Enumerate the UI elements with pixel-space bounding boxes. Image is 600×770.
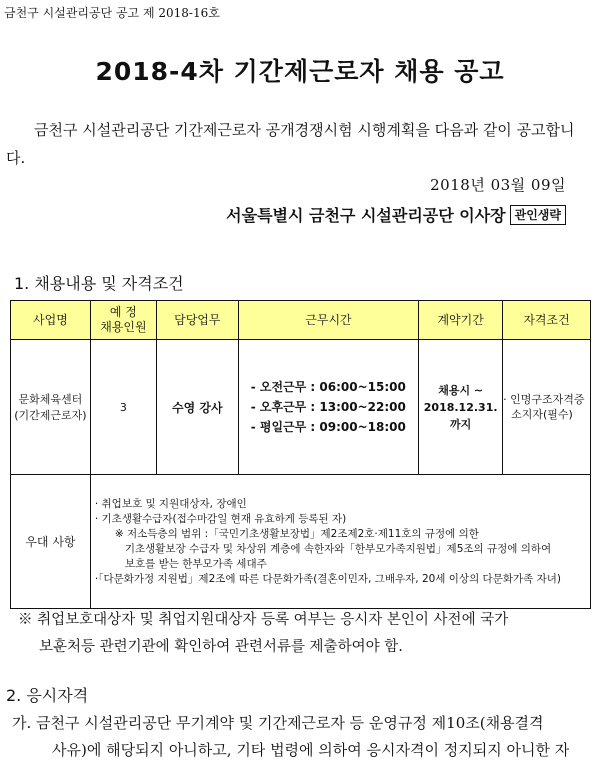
page-title: 2018-4차 기간제근로자 채용 공고 — [95, 57, 505, 86]
cell-duty: 수영 강사 — [156, 340, 238, 475]
announcement-date: 2018년 03월 09일 — [430, 176, 566, 194]
shift-list — [239, 377, 419, 437]
section-heading-recruitment: 1. 채용내용 및 자격조건 — [14, 274, 184, 293]
section-heading-eligibility: 2. 응시자격 — [6, 686, 89, 705]
header-contract: 계약기간 — [419, 301, 503, 340]
header-qualification: 자격조건 — [503, 301, 591, 340]
preference-item: · 기초생활수급자(접수마감일 현재 유효하게 등록된 자) — [94, 512, 347, 525]
preference-item: · 취업보호 및 지원대상자, 장애인 — [94, 497, 247, 510]
table-row — [11, 340, 591, 475]
cell-contract — [419, 340, 503, 475]
note-line2: 보훈처등 관련기관에 확인하여 관련서류를 제출하여야 함. — [39, 639, 403, 655]
issuer-name: 서울특별시 금천구 시설관리공단 이사장 — [226, 206, 506, 225]
preference-list — [91, 497, 590, 587]
shift-afternoon: - 오후근무 : 13:00~22:00 — [251, 397, 419, 417]
preference-row — [11, 475, 591, 609]
intro-paragraph: 금천구 시설관리공단 기간제근로자 공개경쟁시험 시행계획을 다음과 같이 공고합니다. — [6, 121, 575, 167]
item-a-line1: 가. 금천구 시설관리공단 무기계약 및 기간제근로자 등 운영규정 제10조(채용결격 — [12, 714, 544, 732]
preference-content — [90, 475, 590, 609]
contract-line1: 채용시 ~ — [438, 383, 484, 397]
document-number: 금천구 시설관리공단 공고 제 2018-16호 — [4, 6, 220, 20]
eligibility-item-a — [12, 710, 597, 764]
shift-weekday: - 평일근무 : 09:00~18:00 — [251, 417, 419, 437]
division-line2: (기간제근로자) — [14, 409, 87, 422]
cell-division — [11, 340, 91, 475]
note-line1: ※ 취업보호대상자 및 취업지원대상자 등록 여부는 응시자 본인이 사전에 국가 — [18, 612, 509, 628]
preference-label: 우대 사항 — [11, 475, 91, 609]
item-a-line2: 사유)에 해당되지 아니하고, 기타 법령에 의하여 응시자격이 정지되지 아니한 자 — [52, 741, 570, 759]
header-duty: 담당업무 — [156, 301, 238, 340]
seal-omitted-stamp: 관인생략 — [510, 205, 566, 225]
registration-note — [18, 607, 593, 661]
issuer — [226, 203, 566, 226]
preference-item: ·「다문화가정 지원법」제2조에 따른 다문화가족(결혼이민자, 그배우자, 20세 이상의 다문화가족 자녀) — [94, 572, 561, 585]
preference-item: 보호를 받는 한부모가족 세대주 — [124, 557, 267, 570]
header-hours: 근무시간 — [238, 301, 419, 340]
qual-line2: 소지자(필수) — [511, 408, 573, 421]
cell-qualification — [503, 340, 591, 475]
preference-item: 기초생활보장 수급자 및 차상위 계층에 속한자와「한부모가족지원법」제5조의 규정에 의하여 — [124, 542, 552, 555]
header-division: 사업명 — [11, 301, 91, 340]
header-count-line1: 예 정 — [109, 305, 137, 319]
recruitment-table — [10, 300, 591, 609]
header-count — [90, 301, 156, 340]
division-line1: 문화체육센터 — [18, 393, 83, 406]
shift-morning: - 오전근무 : 06:00~15:00 — [251, 377, 419, 397]
header-count-line2: 채용인원 — [100, 320, 147, 334]
qual-line1: · 인명구조자격증 — [503, 393, 585, 406]
cell-hours — [238, 340, 419, 475]
preference-item: ※ 저소득층의 범위 :「국민기초생활보장법」제2조제2호·제11호의 규정에 의한 — [114, 527, 479, 540]
contract-line2: 2018.12.31.까지 — [423, 400, 498, 431]
table-header-row — [11, 301, 591, 340]
cell-count: 3 — [90, 340, 156, 475]
